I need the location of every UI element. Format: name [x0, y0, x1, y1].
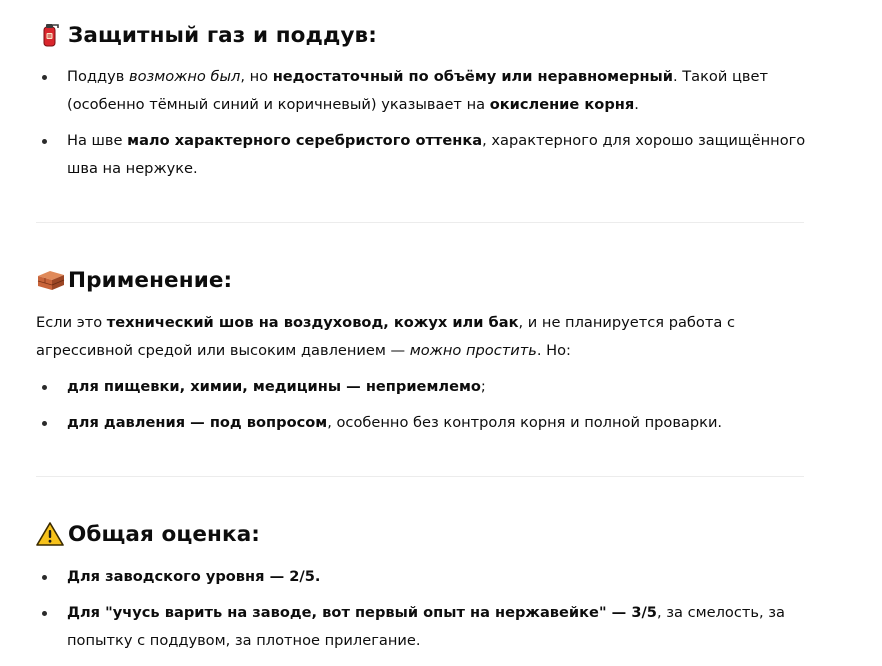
fire-extinguisher-icon: [36, 22, 62, 48]
list-item: для пищевки, химии, медицины — неприемлемо;: [36, 373, 806, 401]
warning-icon: [36, 521, 62, 547]
rating-bullet-list: [36, 563, 806, 663]
brick-icon: [36, 267, 62, 293]
section-title-rating: Общая оценка:: [68, 521, 260, 547]
list-item: Поддув возможно был, но недостаточный по объёму или неравномерный. Такой цвет (особенно тёмный синий и коричневый) указывает на окисление корня.: [36, 63, 806, 119]
usage-bullet-list: [36, 373, 806, 445]
list-item: для давления — под вопросом, особенно без контроля корня и полной проварки.: [36, 409, 806, 437]
list-item: На шве мало характерного серебристого оттенка, характерного для хорошо защищённого шва на нержуке.: [36, 127, 806, 183]
section-divider: [36, 222, 804, 223]
gas-bullet-list: [36, 63, 806, 191]
section-heading-rating: [36, 521, 260, 547]
section-divider: [36, 476, 804, 477]
section-title-gas: Защитный газ и поддув:: [68, 22, 377, 48]
list-item: Для заводского уровня — 2/5.: [36, 563, 806, 591]
section-heading-gas: [36, 22, 377, 48]
section-heading-usage: [36, 267, 232, 293]
section-title-usage: Применение:: [68, 267, 233, 293]
usage-paragraph: Если это технический шов на воздуховод, кожух или бак, и не планируется работа с агрессивной средой или высоким давлением — можно простить. Но:: [36, 314, 735, 359]
list-item: Для "учусь варить на заводе, вот первый опыт на нержавейке" — 3/5, за смелость, за попытку с поддувом, за плотное прилегание.: [36, 599, 806, 655]
